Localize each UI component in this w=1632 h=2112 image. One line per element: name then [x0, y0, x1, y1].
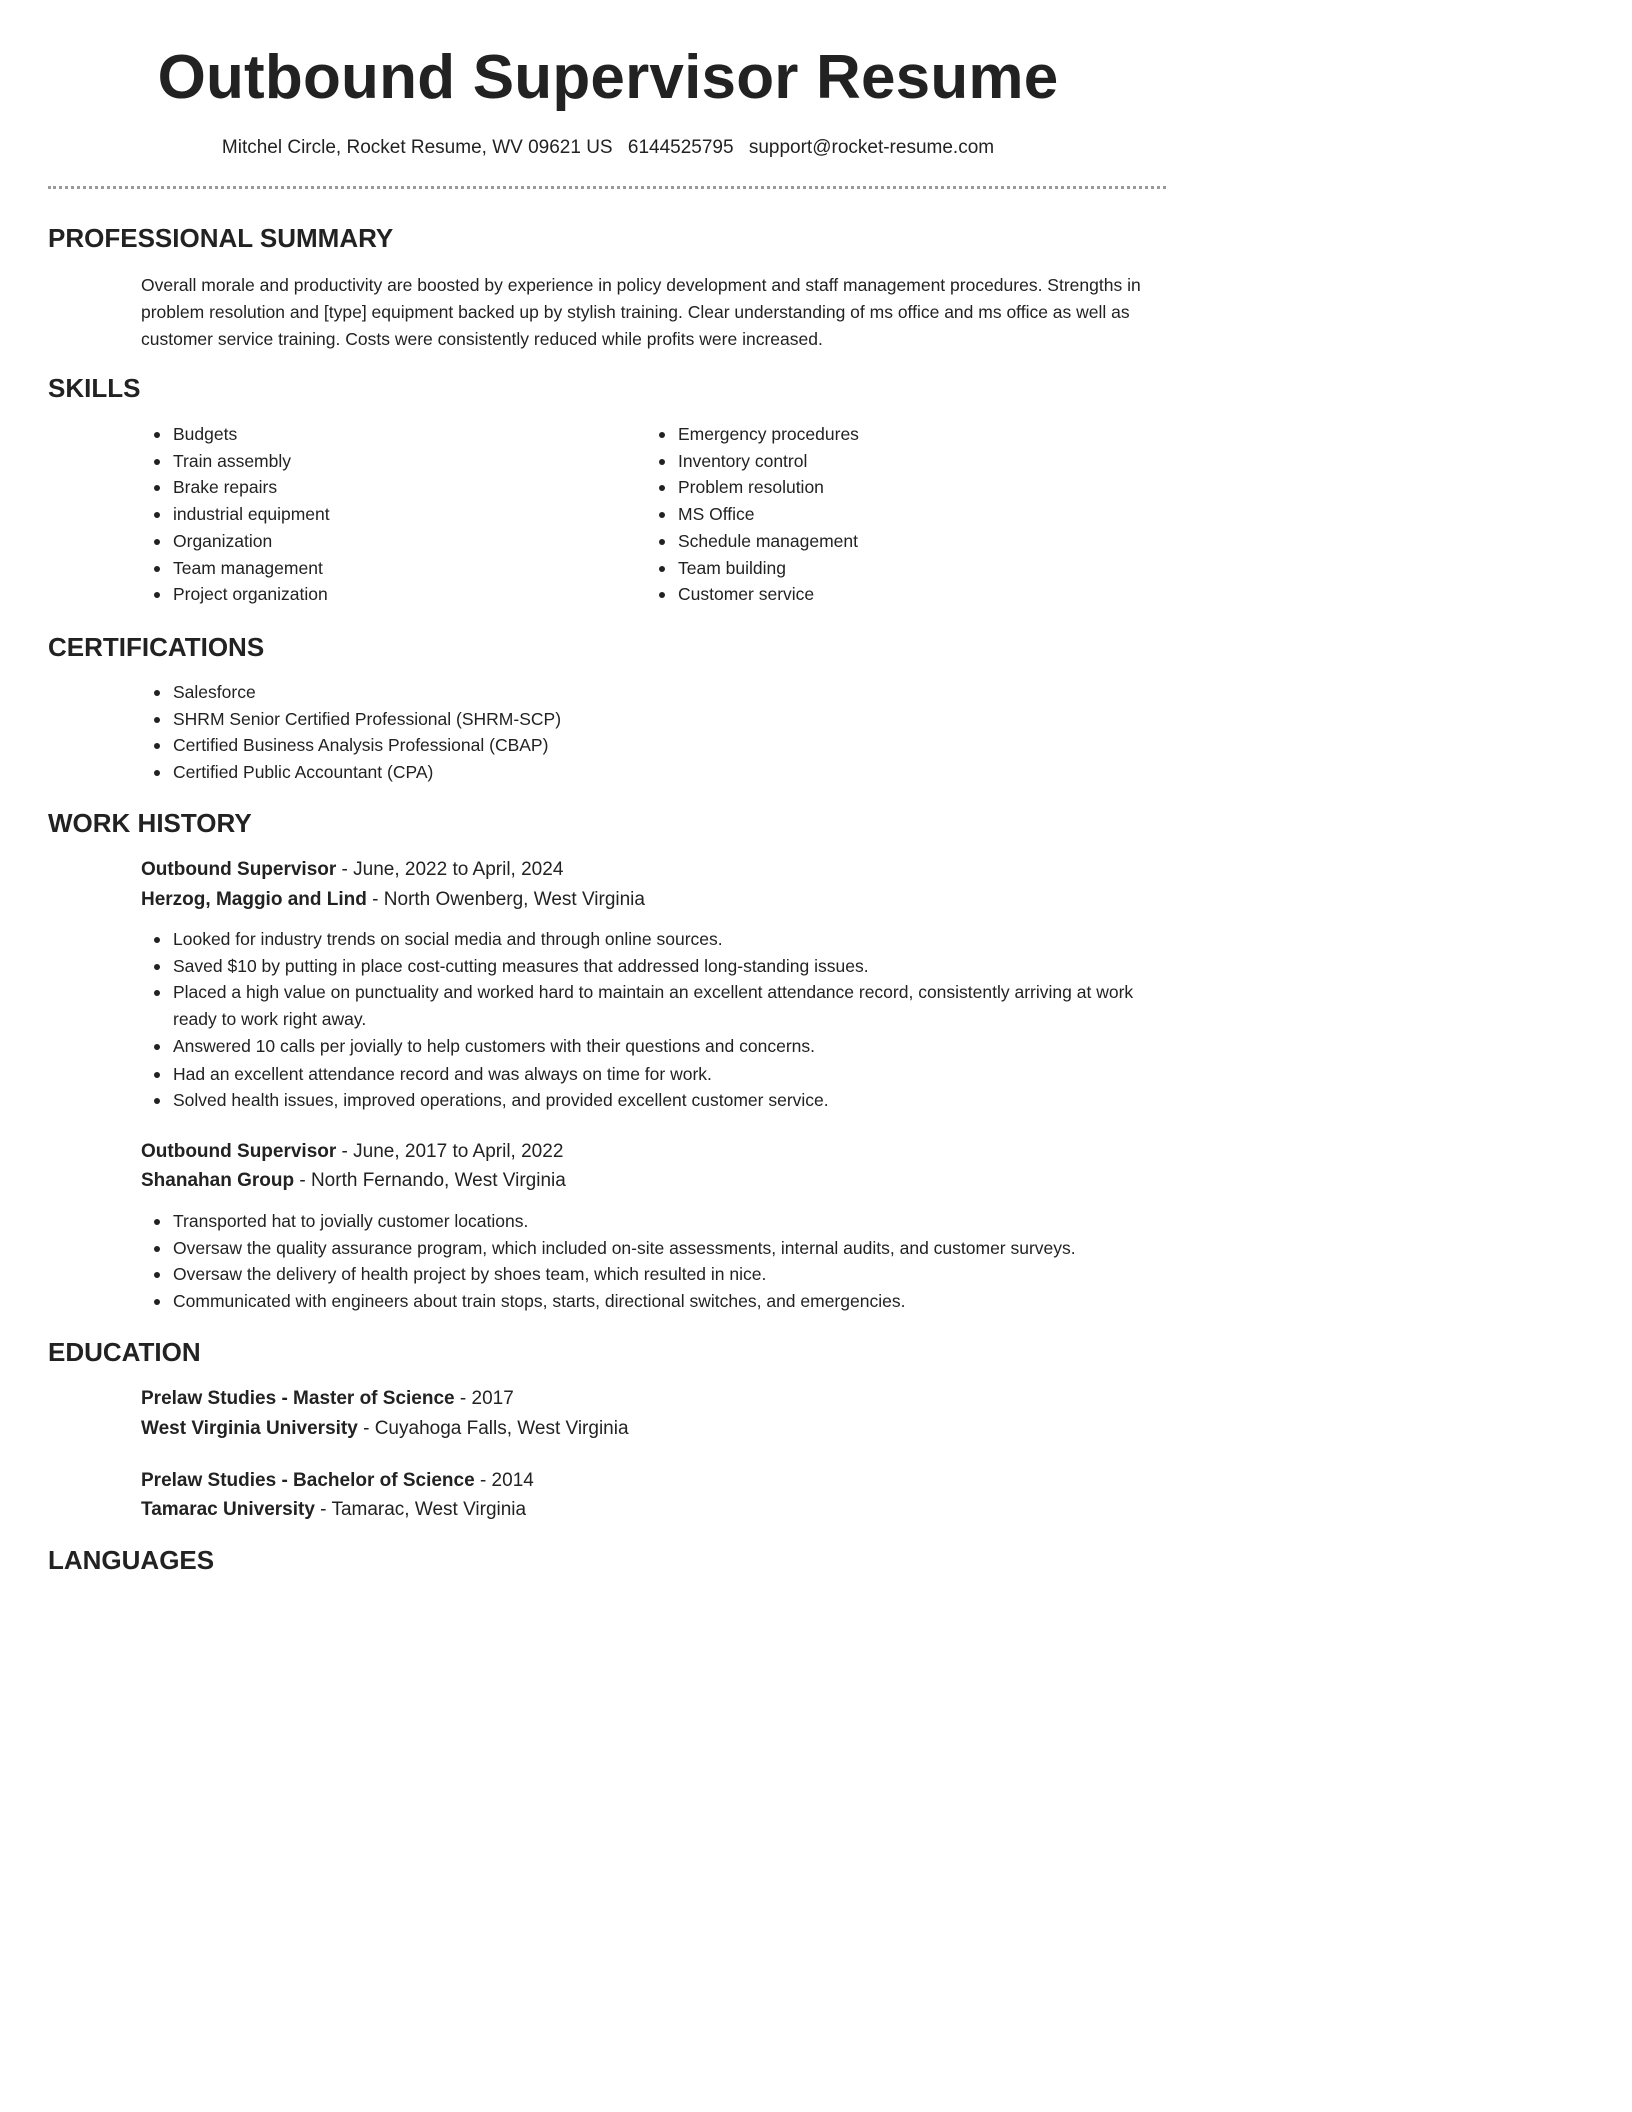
list-item: Problem resolution [646, 474, 1146, 501]
education-degree: Prelaw Studies - Bachelor of Science [141, 1470, 475, 1491]
header-divider [48, 186, 1166, 189]
list-item: Team building [646, 555, 1146, 582]
job-title: Outbound Supervisor [141, 1141, 337, 1162]
job-bullets [141, 926, 1151, 1114]
contact-line [0, 135, 1216, 161]
job-company: Herzog, Maggio and Lind [141, 889, 367, 910]
job-company: Shanahan Group [141, 1170, 295, 1191]
education-year: - 2017 [454, 1388, 514, 1409]
section-heading-languages: LANGUAGES [48, 1545, 215, 1575]
contact-address: Mitchel Circle, Rocket Resume, WV 09621 US [221, 137, 613, 158]
list-item: Team management [141, 555, 621, 582]
section-heading-summary: PROFESSIONAL SUMMARY [48, 223, 394, 253]
list-item: SHRM Senior Certified Professional (SHRM-SCP) [141, 706, 1141, 733]
list-item: Communicated with engineers about train stops, starts, directional switches, and emergencies. [141, 1288, 1151, 1315]
skills-list-left [141, 421, 621, 608]
education-location: - Tamarac, West Virginia [314, 1499, 527, 1520]
contact-email: support@rocket-resume.com [748, 137, 995, 158]
list-item: Customer service [646, 581, 1146, 608]
job-company-line [141, 887, 645, 913]
job-dates: - June, 2017 to April, 2022 [336, 1141, 564, 1162]
list-item: Oversaw the delivery of health project by shoes team, which resulted in nice. [141, 1261, 1151, 1288]
list-item: industrial equipment [141, 501, 621, 528]
list-item: Inventory control [646, 448, 1146, 475]
list-item: Saved $10 by putting in place cost-cutting measures that addressed long-standing issues. [141, 953, 1151, 980]
education-year: - 2014 [474, 1470, 534, 1491]
page-title: Outbound Supervisor Resume [157, 43, 1059, 112]
list-item: Schedule management [646, 528, 1146, 555]
education-degree-line [141, 1468, 534, 1494]
list-item: Brake repairs [141, 474, 621, 501]
job-bullets [141, 1208, 1151, 1315]
section-heading-certifications: CERTIFICATIONS [48, 632, 265, 662]
job-location: - North Owenberg, West Virginia [366, 889, 645, 910]
contact-phone: 6144525795 [627, 137, 734, 158]
list-item: Solved health issues, improved operations, and provided excellent customer service. [141, 1087, 1151, 1114]
education-degree: Prelaw Studies - Master of Science [141, 1388, 455, 1409]
list-item: Oversaw the quality assurance program, which included on-site assessments, internal audits, and customer surveys. [141, 1235, 1151, 1262]
job-location: - North Fernando, West Virginia [294, 1170, 566, 1191]
education-school: Tamarac University [141, 1499, 315, 1520]
list-item: Emergency procedures [646, 421, 1146, 448]
list-item: Salesforce [141, 679, 1141, 706]
section-heading-education: EDUCATION [48, 1337, 201, 1367]
list-item: Placed a high value on punctuality and worked hard to maintain an excellent attendance record, consistently arriving at work ready to work right away. [141, 979, 1151, 1032]
list-item: Organization [141, 528, 621, 555]
list-item: Certified Public Accountant (CPA) [141, 759, 1141, 786]
certifications-list [141, 679, 1141, 786]
job-dates: - June, 2022 to April, 2024 [336, 859, 564, 880]
section-heading-skills: SKILLS [48, 373, 141, 403]
list-item: Certified Business Analysis Professional (CBAP) [141, 732, 1141, 759]
education-location: - Cuyahoga Falls, West Virginia [357, 1418, 629, 1439]
education-degree-line [141, 1386, 514, 1412]
education-school-line [141, 1416, 629, 1442]
skills-list-right [646, 421, 1146, 608]
list-item: Looked for industry trends on social media and through online sources. [141, 926, 1151, 953]
job-title-line [141, 857, 563, 883]
list-item: Budgets [141, 421, 621, 448]
list-item: MS Office [646, 501, 1146, 528]
job-title: Outbound Supervisor [141, 859, 337, 880]
list-item: Project organization [141, 581, 621, 608]
list-item: Train assembly [141, 448, 621, 475]
list-item: Had an excellent attendance record and was always on time for work. [141, 1061, 1151, 1088]
list-item: Transported hat to jovially customer locations. [141, 1208, 1151, 1235]
summary-text: Overall morale and productivity are boosted by experience in policy development and staff management procedures. Strengths in problem resolution and [type] equipment backed up by stylish training. Clear understanding of ms office and ms office as well as customer service training. Costs were consistently reduced while profits were increased. [141, 275, 1141, 349]
job-company-line [141, 1168, 566, 1194]
job-title-line [141, 1139, 563, 1165]
section-heading-work-history: WORK HISTORY [48, 808, 252, 838]
education-school: West Virginia University [141, 1418, 358, 1439]
education-school-line [141, 1497, 526, 1523]
list-item: Answered 10 calls per jovially to help customers with their questions and concerns. [141, 1033, 1151, 1060]
